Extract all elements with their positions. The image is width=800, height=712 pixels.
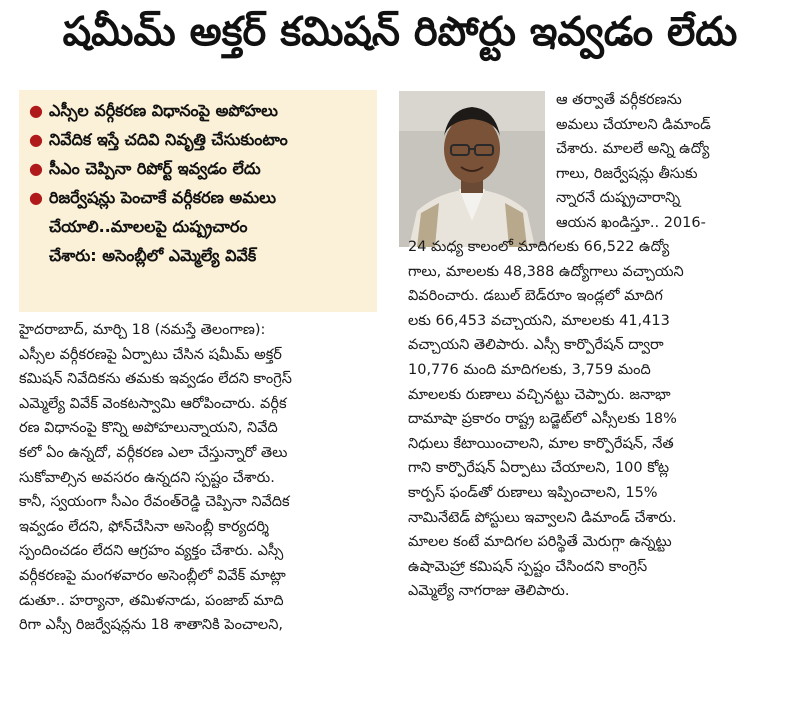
article-line: కలో ఏం ఉన్నదో, వర్గీకరణ ఎలా చేస్తున్నారో తెలు — [19, 444, 288, 461]
highlight-continuation: చేశారు: అసెంబ్లీలో ఎమ్మెల్యే వివేక్ — [49, 246, 257, 265]
article-line: గాలు, మాలలకు 48,388 ఉద్యోగాలు వచ్చాయని — [408, 263, 684, 280]
highlight-item: ● రిజర్వేషన్లు పెంచాకే వర్గీకరణ అమలు — [19, 183, 377, 212]
article-right-column — [408, 235, 780, 604]
portrait-image — [399, 91, 545, 247]
article-line: ఆయన ఖండిస్తూ.. 2016- — [556, 214, 706, 231]
mla-photo — [399, 91, 545, 247]
article-line: ఇవ్వడం లేదని, ఫోన్‌చేసినా అసెంబ్లీ కార్యదర్శి — [19, 518, 269, 535]
article-line: చేశారు. మాలలే అన్ని ఉద్యో — [556, 141, 710, 158]
article-line: సుకోవాల్సిన అవసరం ఉన్నదని స్పష్టం చేశారు. — [19, 469, 275, 486]
article-line: వచ్చాయని తెలిపారు. ఎస్సీ కార్పొరేషన్ ద్వారా — [408, 337, 664, 354]
article-line: గాని కార్పొరేషన్ ఏర్పాటు చేయాలని, 100 కోట్ల — [408, 460, 670, 477]
highlight-item: ● సీఎం చెప్పినా రిపోర్ట్ ఇవ్వడం లేదు — [19, 154, 377, 183]
article-line: ఎస్సీల వర్గీకరణపై ఏర్పాటు చేసిన షమీమ్ అక్తర్ — [19, 346, 282, 363]
article-line: వర్గీకరణపై మంగళవారం అసెంబ్లీలో వివేక్ మాట్లా — [19, 567, 286, 584]
bullet-icon: ● — [29, 101, 43, 120]
article-line: డుతూ.. హర్యానా, తమిళనాడు, పంజాబ్ మాది — [19, 592, 284, 609]
article-line: హైదరాబాద్, మార్చి 18 (నమస్తే తెలంగాణ): — [19, 322, 266, 338]
article-line: ఎమ్మెల్యే వివేక్ వెంకటస్వామి ఆరోపించారు. వర్గీక — [19, 395, 287, 412]
article-line: మాలలకు రుణాలు వచ్చినట్టు చెప్పారు. జనాభా — [408, 386, 671, 403]
article-line: ఉషామెహ్రా కమిషన్ స్పష్టం చేసిందని కాంగ్రెస్ — [408, 558, 648, 575]
headline: షమీమ్ అక్తర్ కమిషన్ రిపోర్టు ఇవ్వడం లేదు — [62, 9, 738, 55]
bullet-icon: ● — [29, 130, 43, 149]
highlights-box — [19, 90, 377, 312]
highlights-list — [19, 90, 377, 212]
bullet-icon: ● — [29, 188, 43, 207]
article-line: న్నారనే దుష్ప్రచారాన్ని — [556, 190, 681, 207]
article-line: మాలల కంటే మాదిగల పరిస్థితే మెరుగ్గా ఉన్నట్టు — [408, 534, 672, 551]
article-line: లకు 66,453 వచ్చాయని, మాలలకు 41,413 — [408, 312, 670, 329]
article-left-column — [19, 318, 383, 638]
article-line: గాలు, రిజర్వేషన్లు తీసుకు — [556, 165, 698, 182]
article-line: 24 మధ్య కాలంలో మాదిగలకు 66,522 ఉద్యో — [408, 239, 670, 255]
article-line: వివరించారు. డబుల్ బెడ్‌రూం ఇండ్లలో మాదిగ — [408, 288, 663, 305]
article-line: దామాషా ప్రకారం రాష్ట్ర బడ్జెట్‌లో ఎస్సీలకు 18% — [408, 411, 677, 428]
article-line: నిధులు కేటాయించాలని, మాల కార్పొరేషన్, నేత — [408, 435, 674, 452]
article-line: రణ విధానంపై కొన్ని అపోహలున్నాయని, నివేది — [19, 420, 278, 437]
highlight-item: ● నివేదిక ఇస్తే చదివి నివృత్తి చేసుకుంటాం — [19, 125, 377, 154]
article-line: రిగా ఎస్సీ రిజర్వేషన్లను 18 శాతానికి పెంచాలని, — [19, 617, 283, 634]
article-line: నామినేటెడ్ పోస్టులు ఇవ్వాలని డిమాండ్ చేశారు. — [408, 509, 677, 526]
article-line: స్పందించడం లేదని ఆగ్రహం వ్యక్తం చేశారు. ఎస్సీ — [19, 543, 284, 560]
highlight-continuation: చేయాలి..మాలలపై దుష్ప్రచారం — [49, 217, 248, 236]
article-right-top-column — [556, 88, 776, 236]
article-line: కార్పస్ ఫండ్‌తో రుణాలు ఇప్పించాలని, 15% — [408, 484, 658, 501]
bullet-icon: ● — [29, 159, 43, 178]
article-line: అమలు చేయాలని డిమాండ్ — [556, 116, 711, 133]
highlight-item: ● ఎస్సీల వర్గీకరణ విధానంపై అపోహలు — [19, 96, 377, 125]
article-line: కమిషన్ నివేదికను తమకు ఇవ్వడం లేదని కాంగ్రెస్ — [19, 371, 292, 388]
article-line: 10,776 మంది మాదిగలకు, 3,759 మంది — [408, 361, 651, 378]
article-line: ఆ తర్వాతే వర్గీకరణను — [556, 92, 682, 108]
article-line: ఎమ్మెల్యే నాగరాజు తెలిపారు. — [408, 583, 570, 600]
article-line: కానీ, స్వయంగా సీఎం రేవంత్‌రెడ్డి చెప్పినా నివేదిక — [19, 494, 290, 511]
